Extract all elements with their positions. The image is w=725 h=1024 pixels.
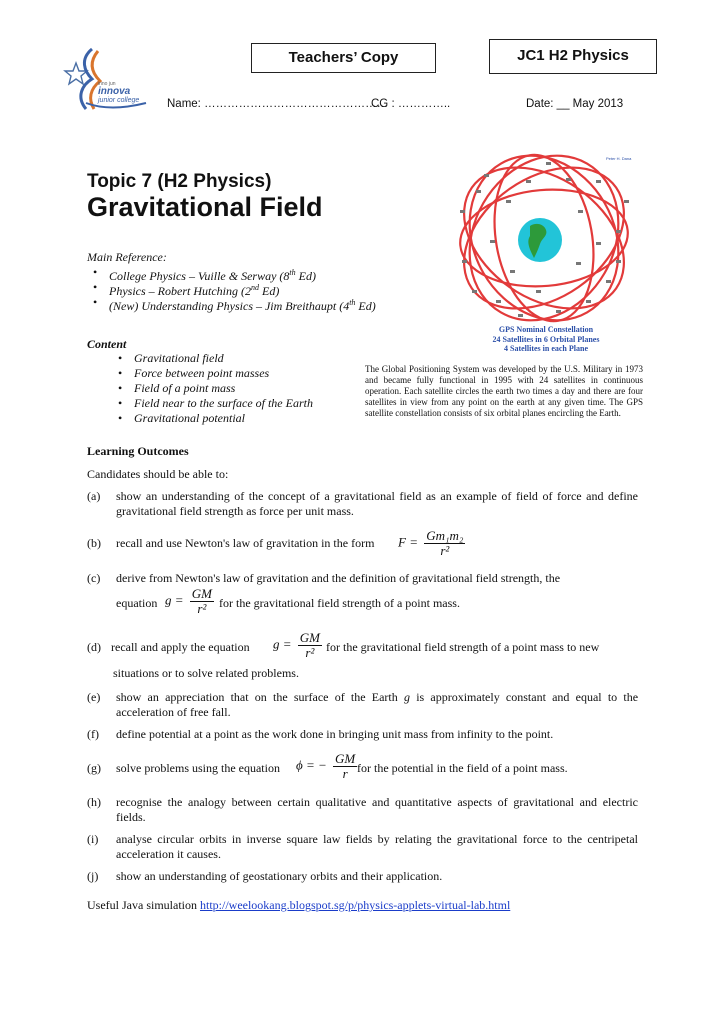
main-reference-list xyxy=(85,265,425,313)
teachers-copy-box xyxy=(251,43,436,73)
figure-credit: Peter H. Dana xyxy=(606,156,632,161)
outcome-a: (a) show an understanding of the concept of a gravitational field as an example of field of force and define gravitational field strength as force per unit mass. xyxy=(87,489,638,518)
gps-constellation-figure xyxy=(446,150,646,353)
outcome-e: (e) show an appreciation that on the surface of the Earth g is approximately constant and equal to the acceleration of free fall. xyxy=(87,690,639,719)
outcome-f: (f) define potential at a point as the work done in bringing unit mass from infinity to the point. xyxy=(87,727,554,741)
page-title: Gravitational Field xyxy=(87,192,323,222)
outcome-c: (c) derive from Newton's law of gravitation and the definition of gravitational field strength, the equation g = $\frac{GM}{\text{r²}}$ for the gravitational field strength of a point mass. xyxy=(87,571,561,616)
content-item: • Field near to the surface of the Earth xyxy=(110,396,350,411)
logo-small-text: inno jun xyxy=(98,81,116,87)
course-label: JC1 H2 Physics xyxy=(517,47,629,64)
outcome-i: (i) analyse circular orbits in inverse square law fields by relating the gravitational force to the centripetal acceleration it causes. xyxy=(87,832,638,861)
outcome-h: (h) recognise the analogy between certain qualitative and quantitative aspects of gravitational and electric fields. xyxy=(87,795,638,824)
field-strength-equation: g = $\frac{GM}{\text{r²}}$ xyxy=(165,586,212,616)
logo-brand-line1: innova xyxy=(98,86,131,97)
reference-item: • (New) Understanding Physics – Jim Breithaupt (4th Ed) xyxy=(85,295,425,310)
learning-outcomes-intro: Candidates should be able to: xyxy=(87,467,229,481)
reference-item: • Physics – Robert Hutching (2nd Ed) xyxy=(85,280,425,295)
simulation-label: Useful Java simulation xyxy=(87,898,197,912)
field-strength-equation-apply: g = $\frac{GM}{\text{r²}}$ xyxy=(273,630,320,660)
outcome-g: (g) solve problems using the equation ϕ = − $\frac{GM}{r}$ for the potential in the field of a point mass. xyxy=(87,751,568,781)
cg-field: CG : ………….. xyxy=(371,98,451,110)
content-item: • Gravitational potential xyxy=(110,411,350,426)
topic-heading: Topic 7 (H2 Physics) xyxy=(87,171,272,192)
newton-law-equation: F = $\frac{\text{Gm₁m₂}}{\text{r²}}$ xyxy=(398,528,464,558)
content-list xyxy=(110,351,350,426)
reference-item: • College Physics – Vuille & Serway (8th Ed) xyxy=(85,265,425,280)
gps-description: The Global Positioning System was developed by the U.S. Military in 1973 and became fully functional in 1995 with 24 satellites in continuous operation. Each satellite circles the earth two times a day and there are four satellites in view from any point on the earth at any given time. The GPS satellite constellation consists of six orbital planes encircling the Earth. xyxy=(365,364,643,418)
potential-equation: ϕ = − $\frac{GM}{r}$ xyxy=(296,751,356,781)
simulation-line xyxy=(87,898,510,913)
simulation-link[interactable]: http://weelookang.blogspot.sg/p/physics-applets-virtual-lab.html xyxy=(199,898,511,912)
main-reference-heading: Main Reference: xyxy=(87,250,167,264)
learning-outcomes-heading: Learning Outcomes xyxy=(87,444,189,458)
teachers-copy-label: Teachers’ Copy xyxy=(288,49,399,66)
content-item: • Gravitational field xyxy=(110,351,350,366)
logo-brand-line2: junior college xyxy=(98,97,140,104)
course-box xyxy=(489,39,657,74)
outcome-b: (b) recall and use Newton's law of gravitation in the form F = $\frac{\text{Gm₁m₂}}{\text{r²}}$ xyxy=(87,529,638,561)
content-item: • Field of a point mass xyxy=(110,381,350,396)
school-logo xyxy=(62,45,154,117)
name-field: Name: ………………………………………… xyxy=(167,98,389,110)
date-field: Date: __ May 2013 xyxy=(526,98,624,110)
content-item: • Force between point masses xyxy=(110,366,350,381)
outcome-d: (d) recall and apply the equation g = $\frac{GM}{\text{r²}}$ for the gravitational field strength of a point mass to new situations or to solve related problems. xyxy=(87,630,600,680)
outcome-j: (j) show an understanding of geostationary orbits and their application. xyxy=(87,869,443,883)
content-heading: Content xyxy=(87,337,127,351)
figure-caption: GPS Nominal Constellation 24 Satellites in 6 Orbital Planes 4 Satellites in each Plane xyxy=(492,325,600,353)
